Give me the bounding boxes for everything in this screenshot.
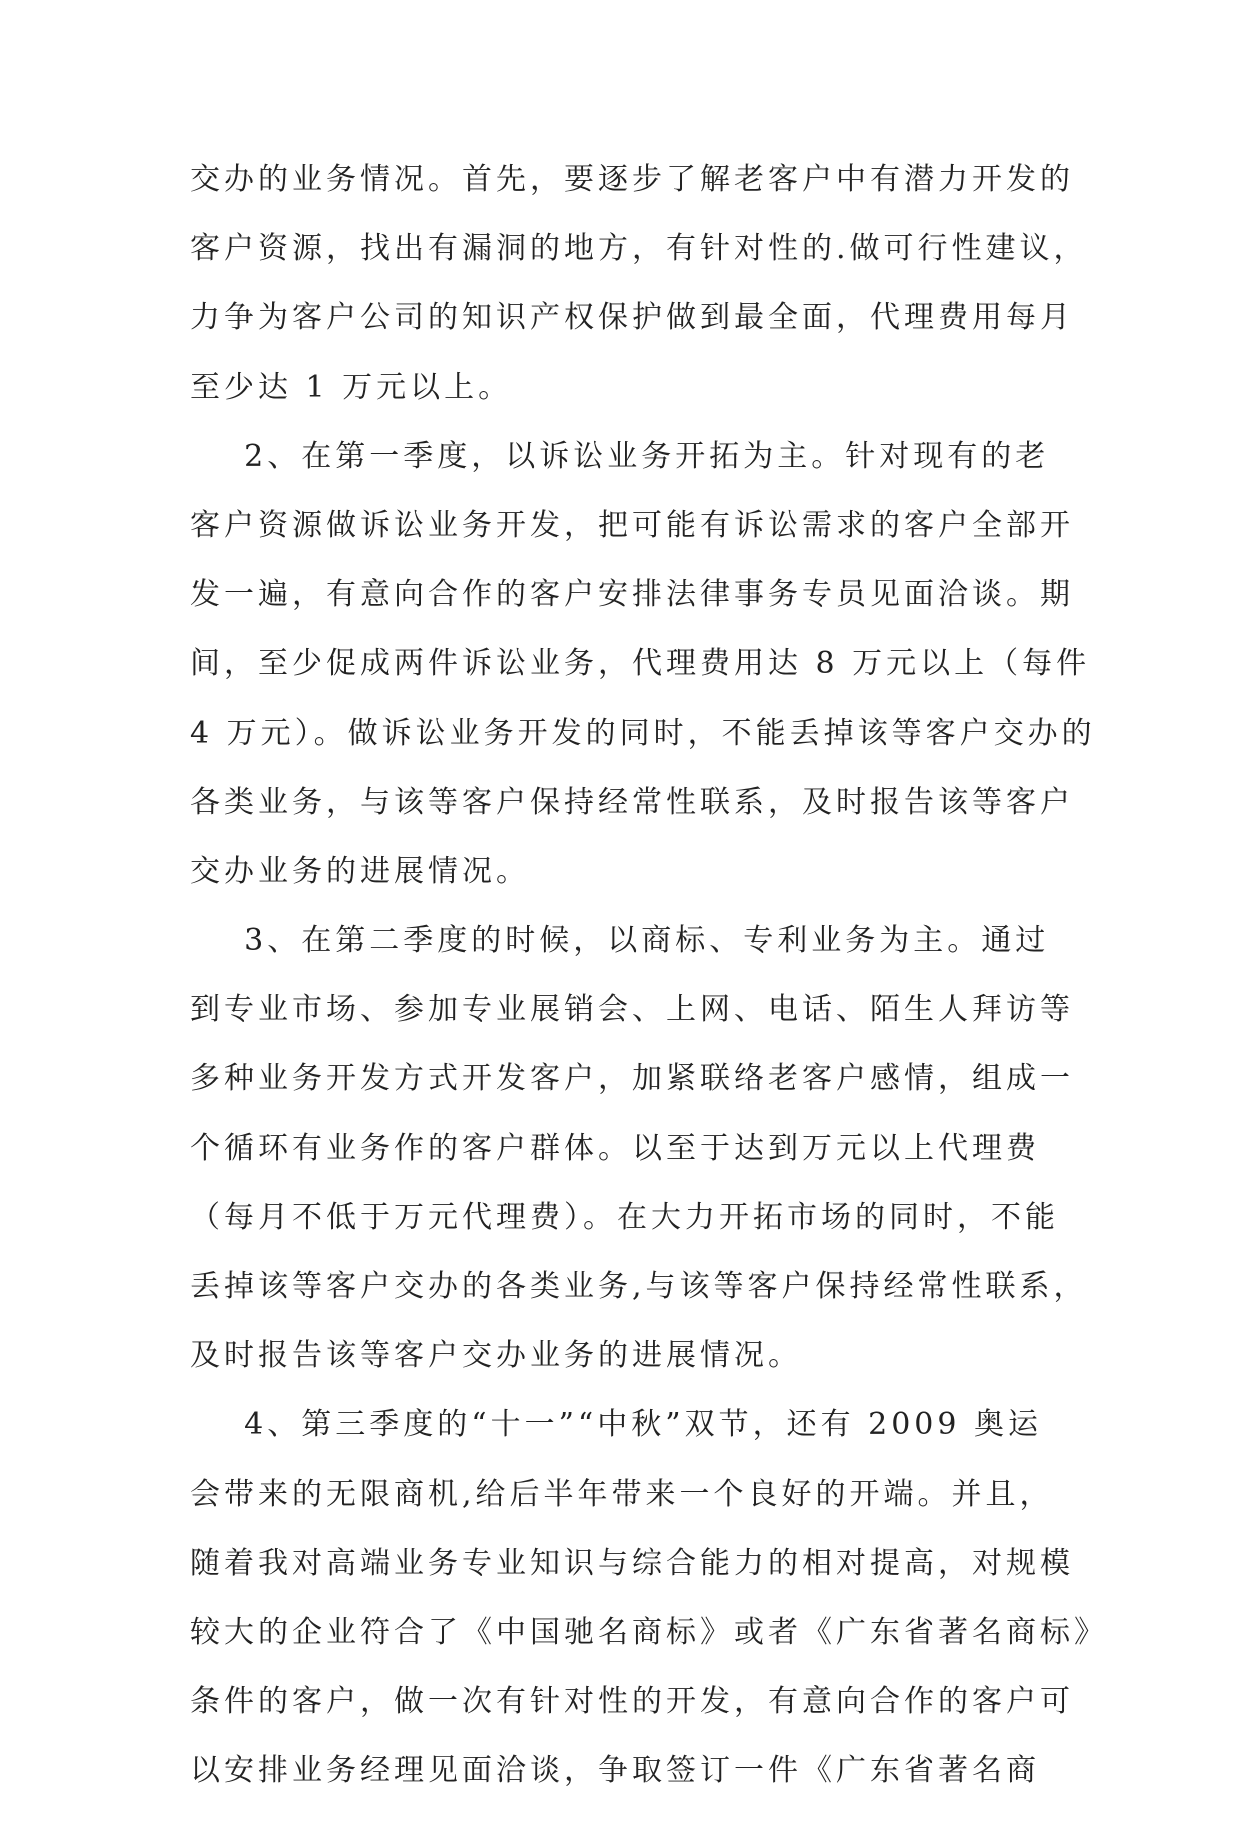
text-line: 2、在第一季度，以诉讼业务开拓为主。针对现有的老 <box>190 438 1050 474</box>
text-line: 4 万元）。做诉讼业务开发的同时，不能丢掉该等客户交办的 <box>190 715 1096 751</box>
text-line: 发一遍，有意向合作的客户安排法律事务专员见面洽谈。期 <box>190 577 1074 613</box>
text-line: 条件的客户，做一次有针对性的开发，有意向合作的客户可 <box>190 1684 1074 1720</box>
text-line: 至少达 1 万元以上。 <box>190 369 513 405</box>
text-line: 以安排业务经理见面洽谈，争取签订一件《广东省著名商 <box>190 1753 1040 1789</box>
text-line: 会带来的无限商机,给后半年带来一个良好的开端。并且， <box>190 1476 1054 1512</box>
text-line: 多种业务开发方式开发客户，加紧联络老客户感情，组成一 <box>190 1061 1074 1097</box>
text-line: 客户资源做诉讼业务开发，把可能有诉讼需求的客户全部开 <box>190 507 1074 543</box>
text-line: 丢掉该等客户交办的各类业务,与该等客户保持经常性联系， <box>190 1269 1088 1304</box>
text-line: 力争为客户公司的知识产权保护做到最全面，代理费用每月 <box>190 300 1074 336</box>
text-line: 客户资源，找出有漏洞的地方，有针对性的.做可行性建议， <box>190 231 1088 267</box>
text-line: 交办的业务情况。首先，要逐步了解老客户中有潜力开发的 <box>190 162 1074 197</box>
text-line: 间，至少促成两件诉讼业务，代理费用达 8 万元以上（每件 <box>190 646 1091 682</box>
text-line: 随着我对高端业务专业知识与综合能力的相对提高，对规模 <box>190 1545 1074 1581</box>
text-line: 较大的企业符合了《中国驰名商标》或者《广东省著名商标》 <box>190 1614 1108 1650</box>
text-line: 个循环有业务作的客户群体。以至于达到万元以上代理费 <box>190 1130 1040 1166</box>
text-line: 及时报告该等客户交办业务的进展情况。 <box>190 1338 802 1374</box>
text-line: （每月不低于万元代理费）。在大力开拓市场的同时，不能 <box>190 1199 1059 1235</box>
text-line: 3、在第二季度的时候，以商标、专利业务为主。通过 <box>190 923 1050 959</box>
text-line: 到专业市场、参加专业展销会、上网、电话、陌生人拜访等 <box>190 992 1074 1028</box>
document-body <box>190 161 1108 1822</box>
text-line: 交办业务的进展情况。 <box>190 853 530 889</box>
text-line: 4、第三季度的“十一”“中秋”双节，还有 2009 奥运 <box>190 1407 1042 1443</box>
text-line: 各类业务，与该等客户保持经常性联系，及时报告该等客户 <box>190 784 1074 820</box>
